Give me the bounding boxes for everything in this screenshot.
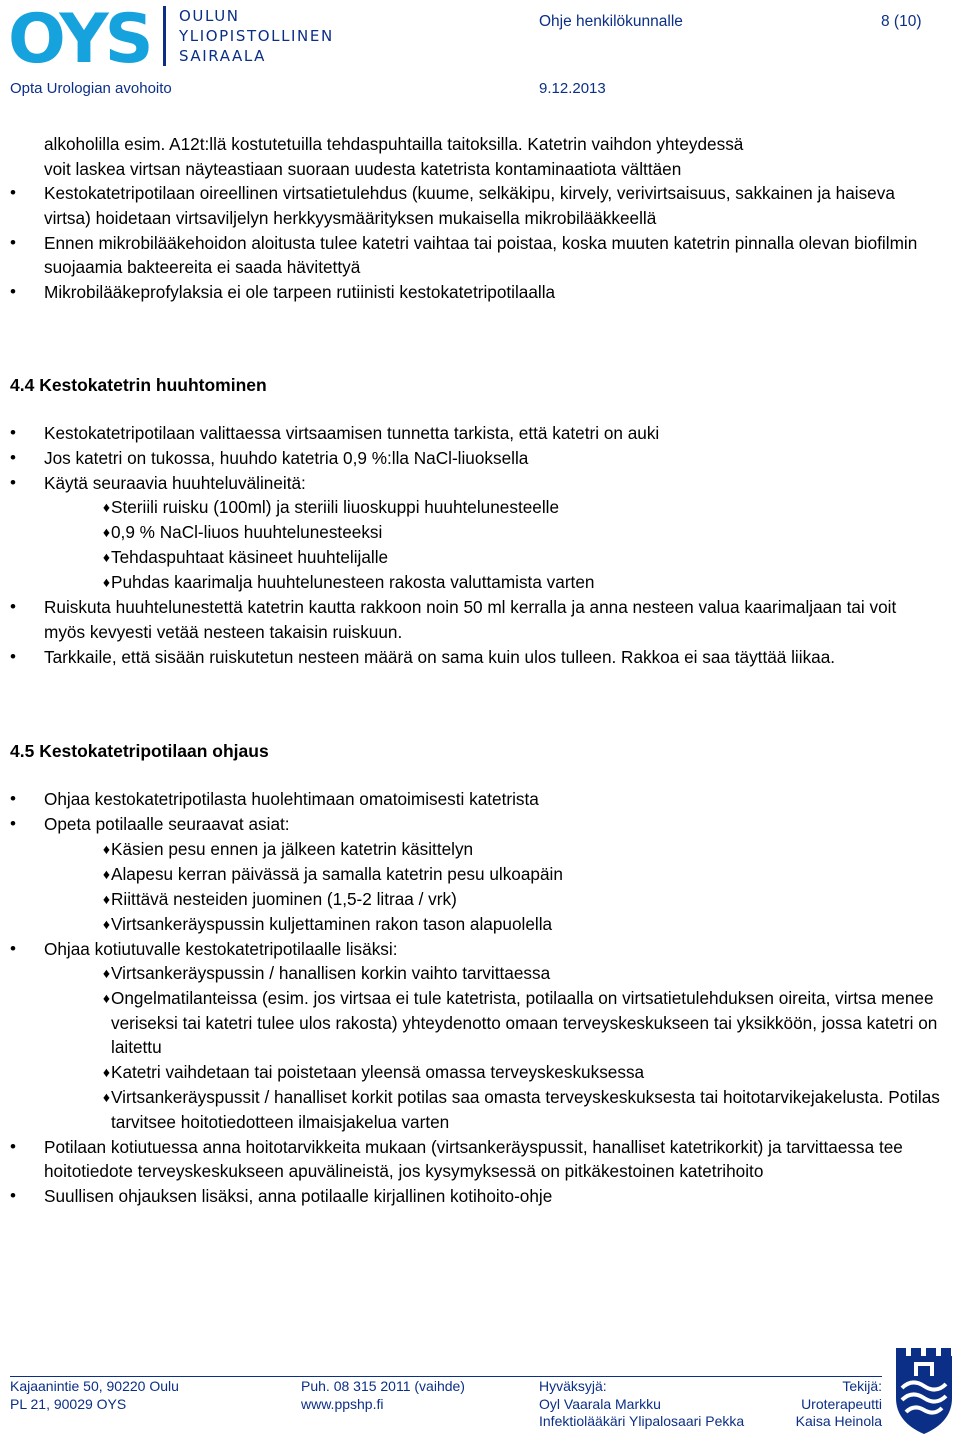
sub-list: [44, 837, 940, 937]
list-item: • Jos katetri on tukossa, huuhdo katetria 0,9 %:lla NaCl-liuoksella: [10, 446, 940, 471]
list-item: • Kestokatetripotilaan oireellinen virtsatietulehdus (kuume, selkäkipu, kirvely, verivirtsaisuus, sakkainen ja haiseva virtsa) hoidetaan virtsaviljelyn herkkyysmäärityksen mukaisella mikrobilääkkeellä: [10, 181, 940, 230]
unit-name: Opta Urologian avohoito: [10, 80, 172, 97]
sub-list-item: ♦ Puhdas kaarimalja huuhtelunesteen rakosta valuttamista varten: [10, 570, 940, 595]
sub-list-item: ♦ Steriili ruisku (100ml) ja steriili liuoskuppi huuhtelunesteelle: [10, 495, 940, 520]
sub-list-item: ♦ Käsien pesu ennen ja jälkeen katetrin käsittelyn: [10, 837, 940, 862]
approver-1: Oyl Vaarala Markku: [539, 1395, 661, 1412]
list-item: • Potilaan kotiutuessa anna hoitotarvikkeita mukaan (virtsankeräyspussit, hanalliset katetrikorkit) ja tarvittaessa tee hoitotiedote terveyskeskukseen apuvälineistä, jos kysymyksessä on pitkäkestoinen katetrihoito: [10, 1135, 940, 1184]
footer-contact: [301, 1378, 465, 1413]
footer-author: [780, 1378, 882, 1431]
document-body: [10, 132, 940, 1209]
coat-of-arms-icon: [892, 1348, 956, 1434]
page-header: [0, 0, 960, 110]
sub-list-item: ♦ 0,9 % NaCl-liuos huuhtelunesteeksi: [10, 520, 940, 545]
continued-line-1: alkoholilla esim. A12t:llä kostutetuilla tehdaspuhtailla taitoksilla. Katetrin vaihdon yhteydessä: [44, 134, 744, 154]
author-name: Kaisa Heinola: [795, 1413, 882, 1429]
section-title-4-5: 4.5 Kestokatetripotilaan ohjaus: [10, 741, 269, 761]
page-footer: [0, 1372, 960, 1440]
address-line-2: PL 21, 90029 OYS: [10, 1395, 127, 1412]
phone-number: Puh. 08 315 2011 (vaihde): [301, 1378, 465, 1394]
list-item: • Mikrobilääkeprofylaksia ei ole tarpeen rutiinisti kestokatetripotilaalla: [10, 280, 940, 305]
list-item: • Kestokatetripotilaan valittaessa virtsaamisen tunnetta tarkista, että katetri on auki: [10, 421, 940, 446]
sub-list-item: ♦ Virtsankeräyspussit / hanalliset korkit potilas saa omasta terveyskeskuksesta tai hoitotarvikejakelusta. Potilas tarvitsee hoitotiedotteen ilmaisjakelua varten: [10, 1085, 940, 1134]
oys-logo-text: OYS: [8, 6, 150, 68]
list-item: • Ohjaa kestokatetripotilasta huolehtimaan omatoimisesti katetrista: [10, 787, 940, 812]
sub-list: [44, 495, 940, 595]
document-date: 9.12.2013: [539, 80, 606, 97]
list-item-text: Opeta potilaalle seuraavat asiat:: [44, 814, 290, 834]
intro-list: [10, 181, 940, 305]
address-line-1: Kajaanintie 50, 90220 Oulu: [10, 1378, 179, 1394]
list-item: [10, 812, 940, 936]
author-title: Uroterapeutti: [801, 1395, 882, 1412]
approved-label: Hyväksyjä:: [539, 1378, 607, 1394]
footer-divider: [10, 1376, 882, 1377]
continued-line-2: voit laskea virtsan näyteastiaan suoraan uudesta katetrista kontaminaatiota välttäen: [44, 158, 682, 179]
footer-approvers: [539, 1378, 744, 1431]
list-item: [10, 937, 940, 1135]
sub-list-item: ♦ Ongelmatilanteissa (esim. jos virtsaa ei tule katetrista, potilaalla on virtsatietulehduksen oireita, virtsa menee veriseksi tai katetri tulee ulos rakosta) yhteydenotto omaan terveyskeskukseen tai yksikköön, jossa katetri on laitettu: [10, 986, 940, 1060]
list-item: • Ennen mikrobilääkehoidon aloitusta tulee katetri vaihtaa tai poistaa, koska muuten katetrin pinnalla olevan biofilmin suojaamia bakteereita ei saada hävitettyä: [10, 231, 940, 280]
continued-paragraph: [44, 132, 940, 181]
org-line-3: SAIRAALA: [179, 47, 267, 65]
list-item: [10, 471, 940, 595]
sub-list-item: ♦ Virtsankeräyspussin / hanallisen korkin vaihto tarvittaessa: [10, 961, 940, 986]
approver-2: Infektiolääkäri Ylipalosaari Pekka: [539, 1413, 745, 1429]
section-4-5-list: [10, 787, 940, 1209]
sub-list: [44, 961, 940, 1134]
footer-address: [10, 1378, 179, 1413]
list-item-text: Ohjaa kotiutuvalle kestokatetripotilaalle lisäksi:: [44, 938, 398, 959]
page-number: 8 (10): [881, 13, 922, 30]
org-line-1: OULUN: [179, 7, 240, 25]
list-item-text: Käytä seuraavia huuhteluvälineitä:: [44, 472, 306, 493]
sub-list-item: ♦ Riittävä nesteiden juominen (1,5-2 litraa / vrk): [10, 887, 940, 912]
section-4-4-list: [10, 421, 940, 670]
sub-list-item: ♦ Katetri vaihdetaan tai poistetaan yleensä omassa terveyskeskuksessa: [10, 1060, 940, 1085]
logo-divider: [163, 6, 167, 66]
section-title-4-4: 4.4 Kestokatetrin huuhtominen: [10, 374, 267, 395]
oys-logo: [8, 6, 158, 68]
list-item: • Suullisen ohjauksen lisäksi, anna potilaalle kirjallinen kotihoito-ohje: [10, 1184, 940, 1209]
document-type: Ohje henkilökunnalle: [539, 13, 683, 30]
sub-list-item: ♦ Virtsankeräyspussin kuljettaminen rakon tason alapuolella: [10, 912, 940, 937]
list-item: • Tarkkaile, että sisään ruiskutetun nesteen määrä on sama kuin ulos tulleen. Rakkoa ei saa täyttää liikaa.: [10, 645, 940, 670]
org-line-2: YLIOPISTOLLINEN: [179, 27, 334, 45]
sub-list-item: ♦ Alapesu kerran päivässä ja samalla katetrin pesu ulkoapäin: [10, 862, 940, 887]
list-item: • Ruiskuta huuhtelunestettä katetrin kautta rakkoon noin 50 ml kerralla ja anna nesteen valua kaarimaljaan tai voit myös kevyesti vetää nesteen takaisin ruiskuun.: [10, 595, 940, 644]
sub-list-item: ♦ Tehdaspuhtaat käsineet huuhtelijalle: [10, 545, 940, 570]
org-name: [179, 6, 334, 66]
author-label: Tekijä:: [842, 1378, 882, 1394]
website-link[interactable]: www.ppshp.fi: [301, 1395, 384, 1412]
